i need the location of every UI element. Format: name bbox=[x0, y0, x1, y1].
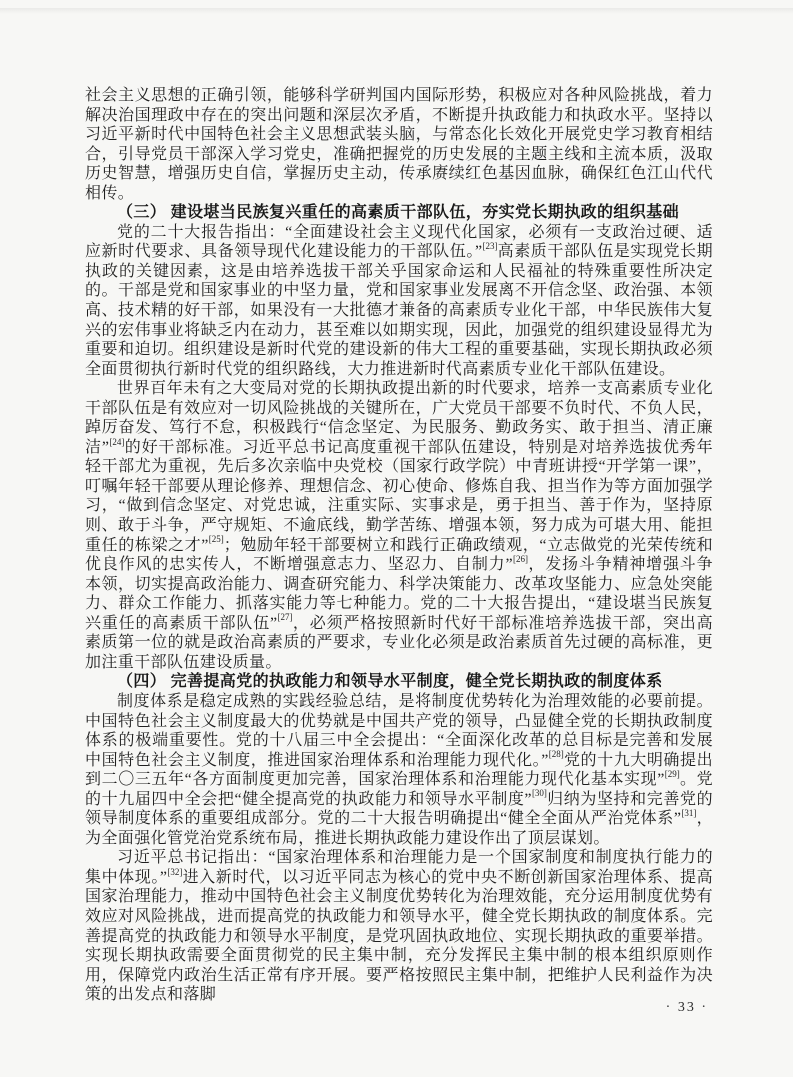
body-paragraph: 世界百年未有之大变局对党的长期执政提出新的时代要求，培养一支高素质专业化干部队伍是有效应对一切风险挑战的关键所在，广大党员干部要不负时代、不负人民，踔厉奋发、笃行不怠，积极践行“信念坚定、为民服务、勤政务实、敢于担当、清正廉洁”[24]的好干部标准。习近平总书记高度重视干部队伍建设，特别是对培养选拔优秀年轻干部尤为重视，先后多次亲临中央党校（国家行政学院）中青班讲授“开学第一课”，叮嘱年轻干部要从理论修养、理想信念、初心使命、修炼自我、担当作为等方面加强学习，“做到信念坚定、对党忠诚，注重实际、实事求是，勇于担当、善于作为，坚持原则、敢于斗争，严守规矩、不逾底线，勤学苦练、增强本领，努力成为可堪大用、能担重任的栋梁之才”[25]；勉励年轻干部要树立和践行正确政绩观，“立志做党的光荣传统和优良作风的忠实传人，不断增强意志力、坚忍力、自制力”[26]，发扬斗争精神增强斗争本领，切实提高政治能力、调查研究能力、科学决策能力、改革攻坚能力、应急处突能力、群众工作能力、抓落实能力等七种能力。党的二十大报告提出，“建设堪当民族复兴重任的高素质干部队伍”[27]，必须严格按照新时代好干部标准培养选拔干部，突出高素质第一位的就是政治高素质的严要求，专业化必须是政治素质首先过硬的高标准，更加注重干部队伍建设质量。 bbox=[85, 380, 713, 671]
body-paragraph: 社会主义思想的正确引领，能够科学研判国内国际形势，积极应对各种风险挑战，着力解决治国理政中存在的突出问题和深层次矛盾，不断提升执政能力和执政水平。坚持以习近平新时代中国特色社会主义思想武装头脑，与常态化长效化开展党史学习教育相结合，引导党员干部深入学习党史，准确把握党的历史发展的主题主线和主流本质，汲取历史智慧，增强历史自信，掌握历史主动，传承赓续红色基因血脉，确保红色江山代代相传。 bbox=[85, 87, 713, 202]
body-paragraph: 制度体系是稳定成熟的实践经验总结，是将制度优势转化为治理效能的必要前提。中国特色社会主义制度最大的优势就是中国共产党的领导，凸显健全党的长期执政制度体系的极端重要性。党的十八届三中全会提出：“全面深化改革的总目标是完善和发展中国特色社会主义制度，推进国家治理体系和治理能力现代化。”[28]党的十九大明确提出到二〇三五年“各方面制度更加完善，国家治理体系和治理能力现代化基本实现”[29]。党的十九届四中全会把“健全提高党的执政能力和领导水平制度”[30]归纳为坚持和完善党的领导制度体系的重要组成部分。党的二十大报告明确提出“健全全面从严治党体系”[31]，为全面强化管党治党系统布局，推进长期执政能力建设作出了顶层谋划。 bbox=[85, 692, 713, 847]
section-heading: （四） 完善提高党的执政能力和领导水平制度，健全党长期执政的制度体系 bbox=[117, 673, 663, 691]
scan-edge-shadow bbox=[0, 8, 793, 14]
footnote-reference: [24] bbox=[109, 436, 125, 447]
footnote-reference: [23] bbox=[482, 241, 498, 252]
footnote-reference: [31] bbox=[681, 807, 697, 818]
section-heading: （三） 建设堪当民族复兴重任的高素质干部队伍，夯实党长期执政的组织基础 bbox=[117, 204, 680, 222]
page-text-area bbox=[85, 86, 713, 1005]
footnote-reference: [30] bbox=[531, 788, 547, 799]
footnote-reference: [25] bbox=[208, 534, 224, 545]
document-body bbox=[85, 86, 713, 1005]
footnote-reference: [32] bbox=[167, 866, 183, 877]
body-paragraph: 习近平总书记指出：“国家治理体系和治理能力是一个国家制度和制度执行能力的集中体现。”[32]进入新时代，以习近平同志为核心的党中央不断创新国家治理体系、提高国家治理能力，推动中国特色社会主义制度优势转化为治理效能，充分运用制度优势有效应对风险挑战，进而提高党的执政能力和领导水平，健全党长期执政的制度体系。完善提高党的执政能力和领导水平制度，是党巩固执政地位、实现长期执政的重要举措。实现长期执政需要全面贯彻党的民主集中制，充分发挥民主集中制的根本组织原则作用，保障党内政治生活正常有序开展。要严格按照民主集中制，把维护人民利益作为决策的出发点和落脚 bbox=[85, 849, 713, 1004]
footnote-reference: [26] bbox=[512, 553, 528, 564]
body-paragraph: 党的二十大报告指出：“全面建设社会主义现代化国家，必须有一支政治过硬、适应新时代要求、具备领导现代化建设能力的干部队伍。”[23]高素质干部队伍是实现党长期执政的关键因素，这是由培养选拔干部关乎国家命运和人民福祉的特殊重要性所决定的。干部是党和国家事业的中坚力量，党和国家事业发展离不开信念坚、政治强、本领高、技术精的好干部，如果没有一大批德才兼备的高素质专业化干部，中华民族伟大复兴的宏伟事业将缺乏内在动力，甚至难以如期实现，因此，加强党的组织建设显得尤为重要和迫切。组织建设是新时代党的建设新的伟大工程的重要基础，实现长期执政必须全面贯彻执行新时代党的组织路线，大力推进新时代高素质专业化干部队伍建设。 bbox=[85, 223, 714, 378]
footnote-reference: [29] bbox=[664, 768, 680, 779]
footnote-reference: [27] bbox=[277, 612, 293, 623]
page-number: · 33 · bbox=[665, 1000, 708, 1015]
footnote-reference: [28] bbox=[548, 749, 564, 760]
